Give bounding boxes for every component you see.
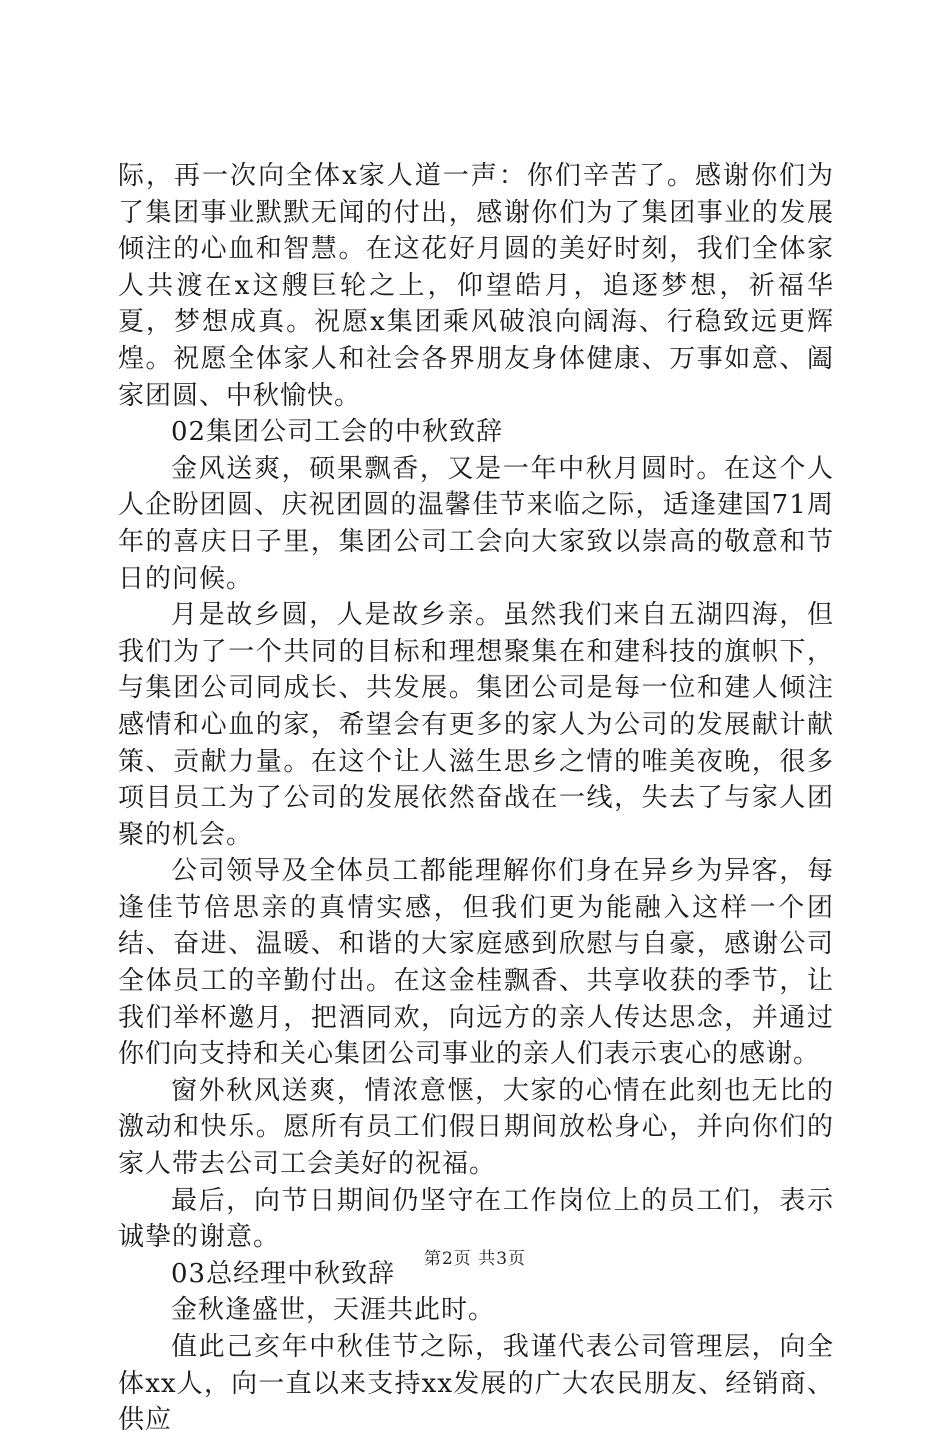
paragraph: 金风送爽，硕果飘香，又是一年中秋月圆时。在这个人人企盼团圆、庆祝团圆的温馨佳节来临之际，适逢建国71周年的喜庆日子里，集团公司工会向大家致以崇高的敬意和节日的问候。 (118, 453, 834, 594)
page-footer: 第2页 共3页 (423, 1249, 527, 1269)
paragraph-continuation: 际，再一次向全体x家人道一声：你们辛苦了。感谢你们为了集团事业默默无闻的付出，感谢你们为了集团事业的发展倾注的心血和智慧。在这花好月圆的美好时刻，我们全体家人共渡在x这艘巨轮之上，仰望皓月，追逐梦想，祈福华夏，梦想成真。祝愿x集团乘风破浪向阔海、行稳致远更辉煌。祝愿全体家人和社会各界朋友身体健康、万事如意、阖家团圆、中秋愉快。 (118, 161, 834, 411)
paragraph: 金秋逢盛世，天涯共此时。 (171, 1295, 496, 1326)
paragraph: 月是故乡圆，人是故乡亲。虽然我们来自五湖四海，但我们为了一个共同的目标和理想聚集在和建科技的旗帜下，与集团公司同成长、共发展。集团公司是每一位和建人倾注感情和心血的家，希望会有更多的家人为公司的发展献计献策、贡献力量。在这个让人滋生思乡之情的唯美夜晚，很多项目员工为了公司的发展依然奋战在一线，失去了与家人团聚的机会。 (118, 600, 834, 850)
section-heading-02: 02集团公司工会的中秋致辞 (171, 417, 504, 448)
paragraph: 值此己亥年中秋佳节之际，我谨代表公司管理层，向全体xx人，向一直以来支持xx发展的广大农民朋友、经销商、供应 (118, 1332, 834, 1436)
paragraph: 最后，向节日期间仍坚守在工作岗位上的员工们，表示诚挚的谢意。 (118, 1185, 834, 1253)
paragraph: 公司领导及全体员工都能理解你们身在异乡为异客，每逢佳节倍思亲的真情实感，但我们更为能融入这样一个团结、奋进、温暖、和谐的大家庭感到欣慰与自豪，感谢公司全体员工的辛勤付出。在这金桂飘香、共享收获的季节，让我们举杯邀月，把酒同欢，向远方的亲人传达思念，并通过你们向支持和关心集团公司事业的亲人们表示衷心的感谢。 (118, 856, 834, 1070)
paragraph: 窗外秋风送爽，情浓意惬，大家的心情在此刻也无比的激动和快乐。愿所有员工们假日期间放松身心，并向你们的家人带去公司工会美好的祝福。 (118, 1075, 834, 1180)
section-heading-03: 03总经理中秋致辞 (171, 1258, 396, 1289)
